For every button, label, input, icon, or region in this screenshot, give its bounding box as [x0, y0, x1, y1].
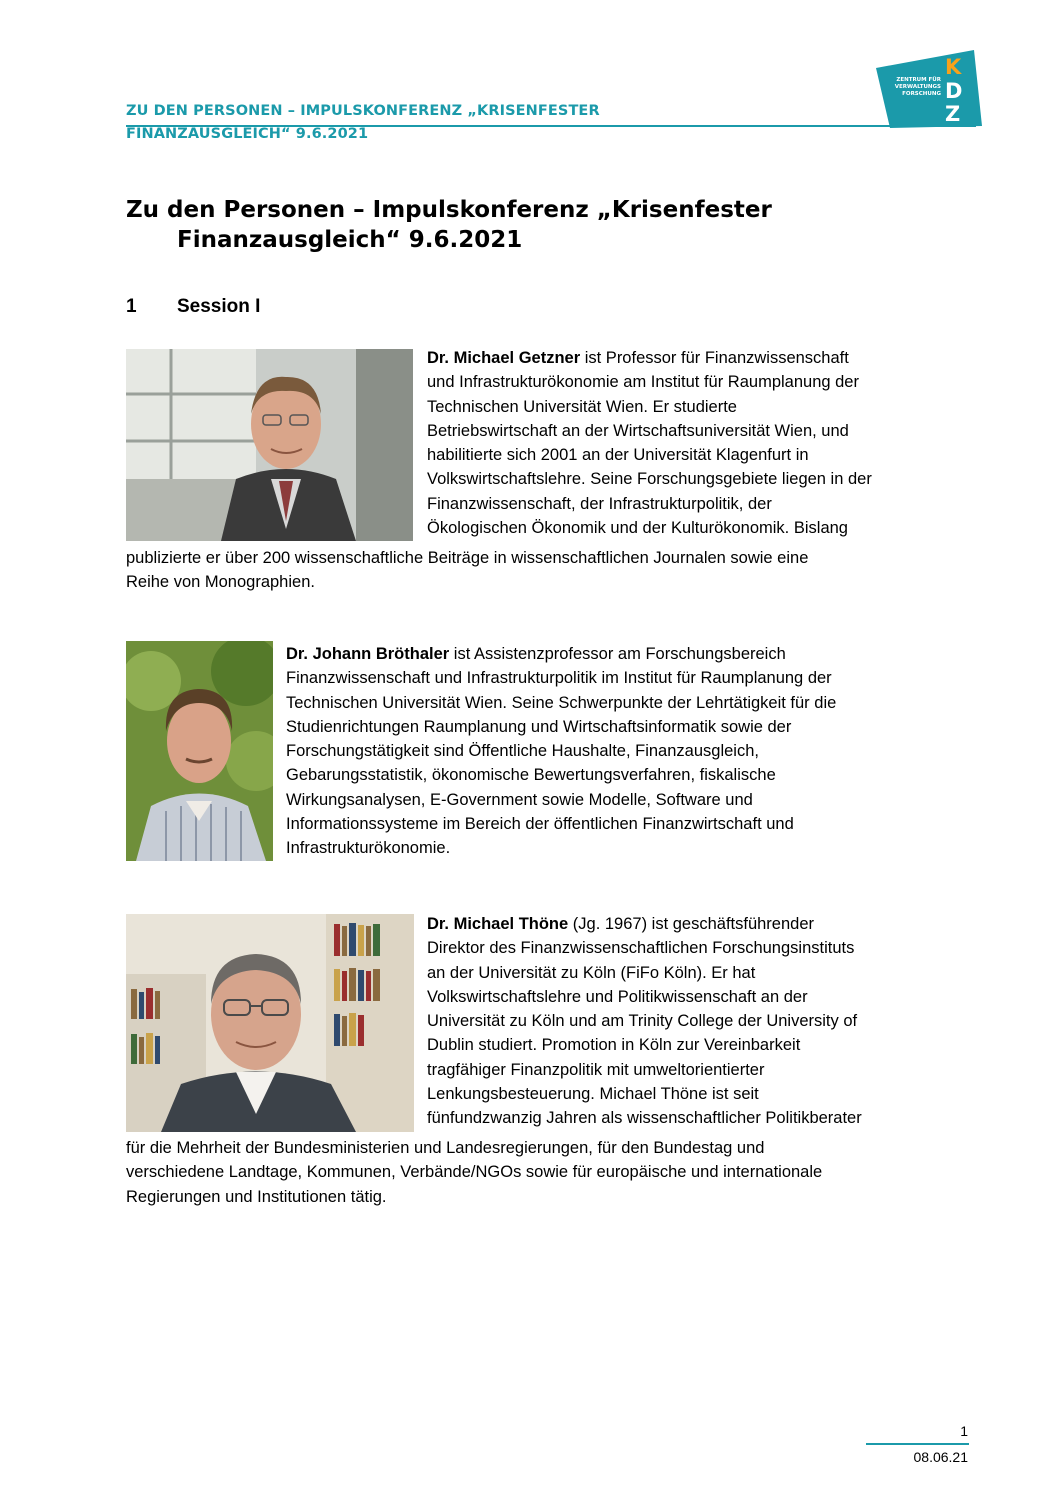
- bio-line: fünfundzwanzig Jahren als wissenschaftlicher Politikberater: [427, 1109, 862, 1128]
- page-number: 1: [960, 1423, 968, 1439]
- bio-line: verschiedene Landtage, Kommunen, Verbände/NGOs sowie für europäische und internationale: [126, 1163, 823, 1182]
- logo-letter-k: K: [945, 55, 962, 79]
- running-header-line1: ZU DEN PERSONEN – IMPULSKONFERENZ „KRISENFESTER: [126, 103, 600, 119]
- bio-michael-thoene-continued: [126, 1136, 966, 1209]
- bio-line: Dublin studiert. Promotion in Köln zur Vereinbarkeit: [427, 1036, 801, 1055]
- bio-line: Universität zu Köln und am Trinity College der University of: [427, 1012, 858, 1031]
- logo-text-line1: ZENTRUM FÜR: [896, 77, 941, 83]
- bio-line: Ökologischen Ökonomik und der Kulturökonomik. Bislang: [427, 519, 848, 538]
- running-header: [126, 100, 976, 146]
- bio-line: Informationssysteme im Bereich der öffentlichen Finanzwirtschaft und: [286, 815, 794, 834]
- bio-michael-getzner-continued: [126, 546, 966, 595]
- document-title-line1: Zu den Personen – Impulskonferenz „Krisenfester: [126, 197, 772, 223]
- bio-line: und Infrastrukturökonomie am Institut für Raumplanung der: [427, 373, 859, 392]
- bio-line: Wirkungsanalysen, E-Government sowie Modelle, Software und: [286, 790, 753, 809]
- bio-line: an der Universität zu Köln (FiFo Köln). Er hat: [427, 963, 756, 982]
- bio-name: Dr. Michael Getzner: [427, 349, 581, 367]
- bio-line: Finanzwissenschaft und Infrastrukturpolitik im Institut für Raumplanung der: [286, 669, 832, 688]
- photo-johann-broethaler: [126, 641, 273, 861]
- photo-michael-thoene: [126, 914, 414, 1132]
- bio-line: Technischen Universität Wien. Er studierte: [427, 397, 737, 416]
- bio-line: Studienrichtungen Raumplanung und Wirtschaftsinformatik sowie der: [286, 717, 792, 736]
- bio-line: Volkswirtschaftslehre und Politikwissenschaft an der: [427, 987, 808, 1006]
- bio-line: Finanzwissenschaft, der Infrastrukturpolitik, der: [427, 494, 772, 513]
- bio-line: habilitierte sich 2001 an der Universität Klagenfurt in: [427, 446, 809, 465]
- section-number: 1: [126, 296, 137, 317]
- bio-line: Infrastrukturökonomie.: [286, 839, 451, 858]
- bio-line: tragfähiger Finanzpolitik mit umweltorientierter: [427, 1060, 765, 1079]
- document-title: [126, 195, 886, 255]
- bio-line: (Jg. 1967) ist geschäftsführender: [568, 915, 815, 933]
- footer-date: 08.06.21: [913, 1449, 968, 1465]
- bio-line: publizierte er über 200 wissenschaftliche Beiträge in wissenschaftlichen Journalen sowie eine: [126, 549, 809, 567]
- photo-michael-getzner: [126, 349, 413, 541]
- logo-text-line2: VERWALTUNGS: [894, 84, 941, 90]
- logo-letter-z: Z: [945, 102, 961, 126]
- section-label: Session I: [177, 296, 261, 317]
- bio-line: Betriebswirtschaft an der Wirtschaftsuniversität Wien, und: [427, 421, 849, 440]
- logo-text-line3: FORSCHUNG: [902, 91, 941, 97]
- bio-name: Dr. Johann Bröthaler: [286, 645, 450, 663]
- bio-line: für die Mehrheit der Bundesministerien und Landesregierungen, für den Bundestag und: [126, 1139, 765, 1157]
- bio-line: ist Assistenzprofessor am Forschungsbereich: [449, 645, 786, 663]
- bio-line: Volkswirtschaftslehre. Seine Forschungsgebiete liegen in der: [427, 470, 872, 489]
- bio-line: Technischen Universität Wien. Seine Schwerpunkte der Lehrtätigkeit für die: [286, 693, 837, 712]
- header-rule: [126, 125, 976, 127]
- document-title-line2: Finanzausgleich“ 9.6.2021: [177, 227, 523, 253]
- bio-michael-thoene: [427, 912, 947, 1131]
- bio-line: ist Professor für Finanzwissenschaft: [580, 349, 849, 367]
- bio-johann-broethaler: [286, 642, 966, 861]
- bio-line: Lenkungsbesteuerung. Michael Thöne ist seit: [427, 1085, 759, 1104]
- section-heading: [126, 296, 260, 318]
- footer-rule: [866, 1443, 969, 1445]
- logo-letter-d: D: [945, 79, 963, 103]
- bio-name: Dr. Michael Thöne: [427, 915, 569, 933]
- bio-line: Gebarungsstatistik, ökonomische Bewertungsverfahren, fiskalische: [286, 766, 776, 785]
- bio-line: Regierungen und Institutionen tätig.: [126, 1187, 387, 1206]
- bio-line: Reihe von Monographien.: [126, 573, 315, 592]
- kdz-logo: [872, 50, 982, 130]
- bio-line: Forschungstätigkeit sind Öffentliche Haushalte, Finanzausgleich,: [286, 742, 759, 761]
- running-header-line2: FINANZAUSGLEICH“ 9.6.2021: [126, 126, 369, 142]
- bio-line: Direktor des Finanzwissenschaftlichen Forschungsinstituts: [427, 939, 855, 958]
- bio-michael-getzner: [427, 346, 947, 540]
